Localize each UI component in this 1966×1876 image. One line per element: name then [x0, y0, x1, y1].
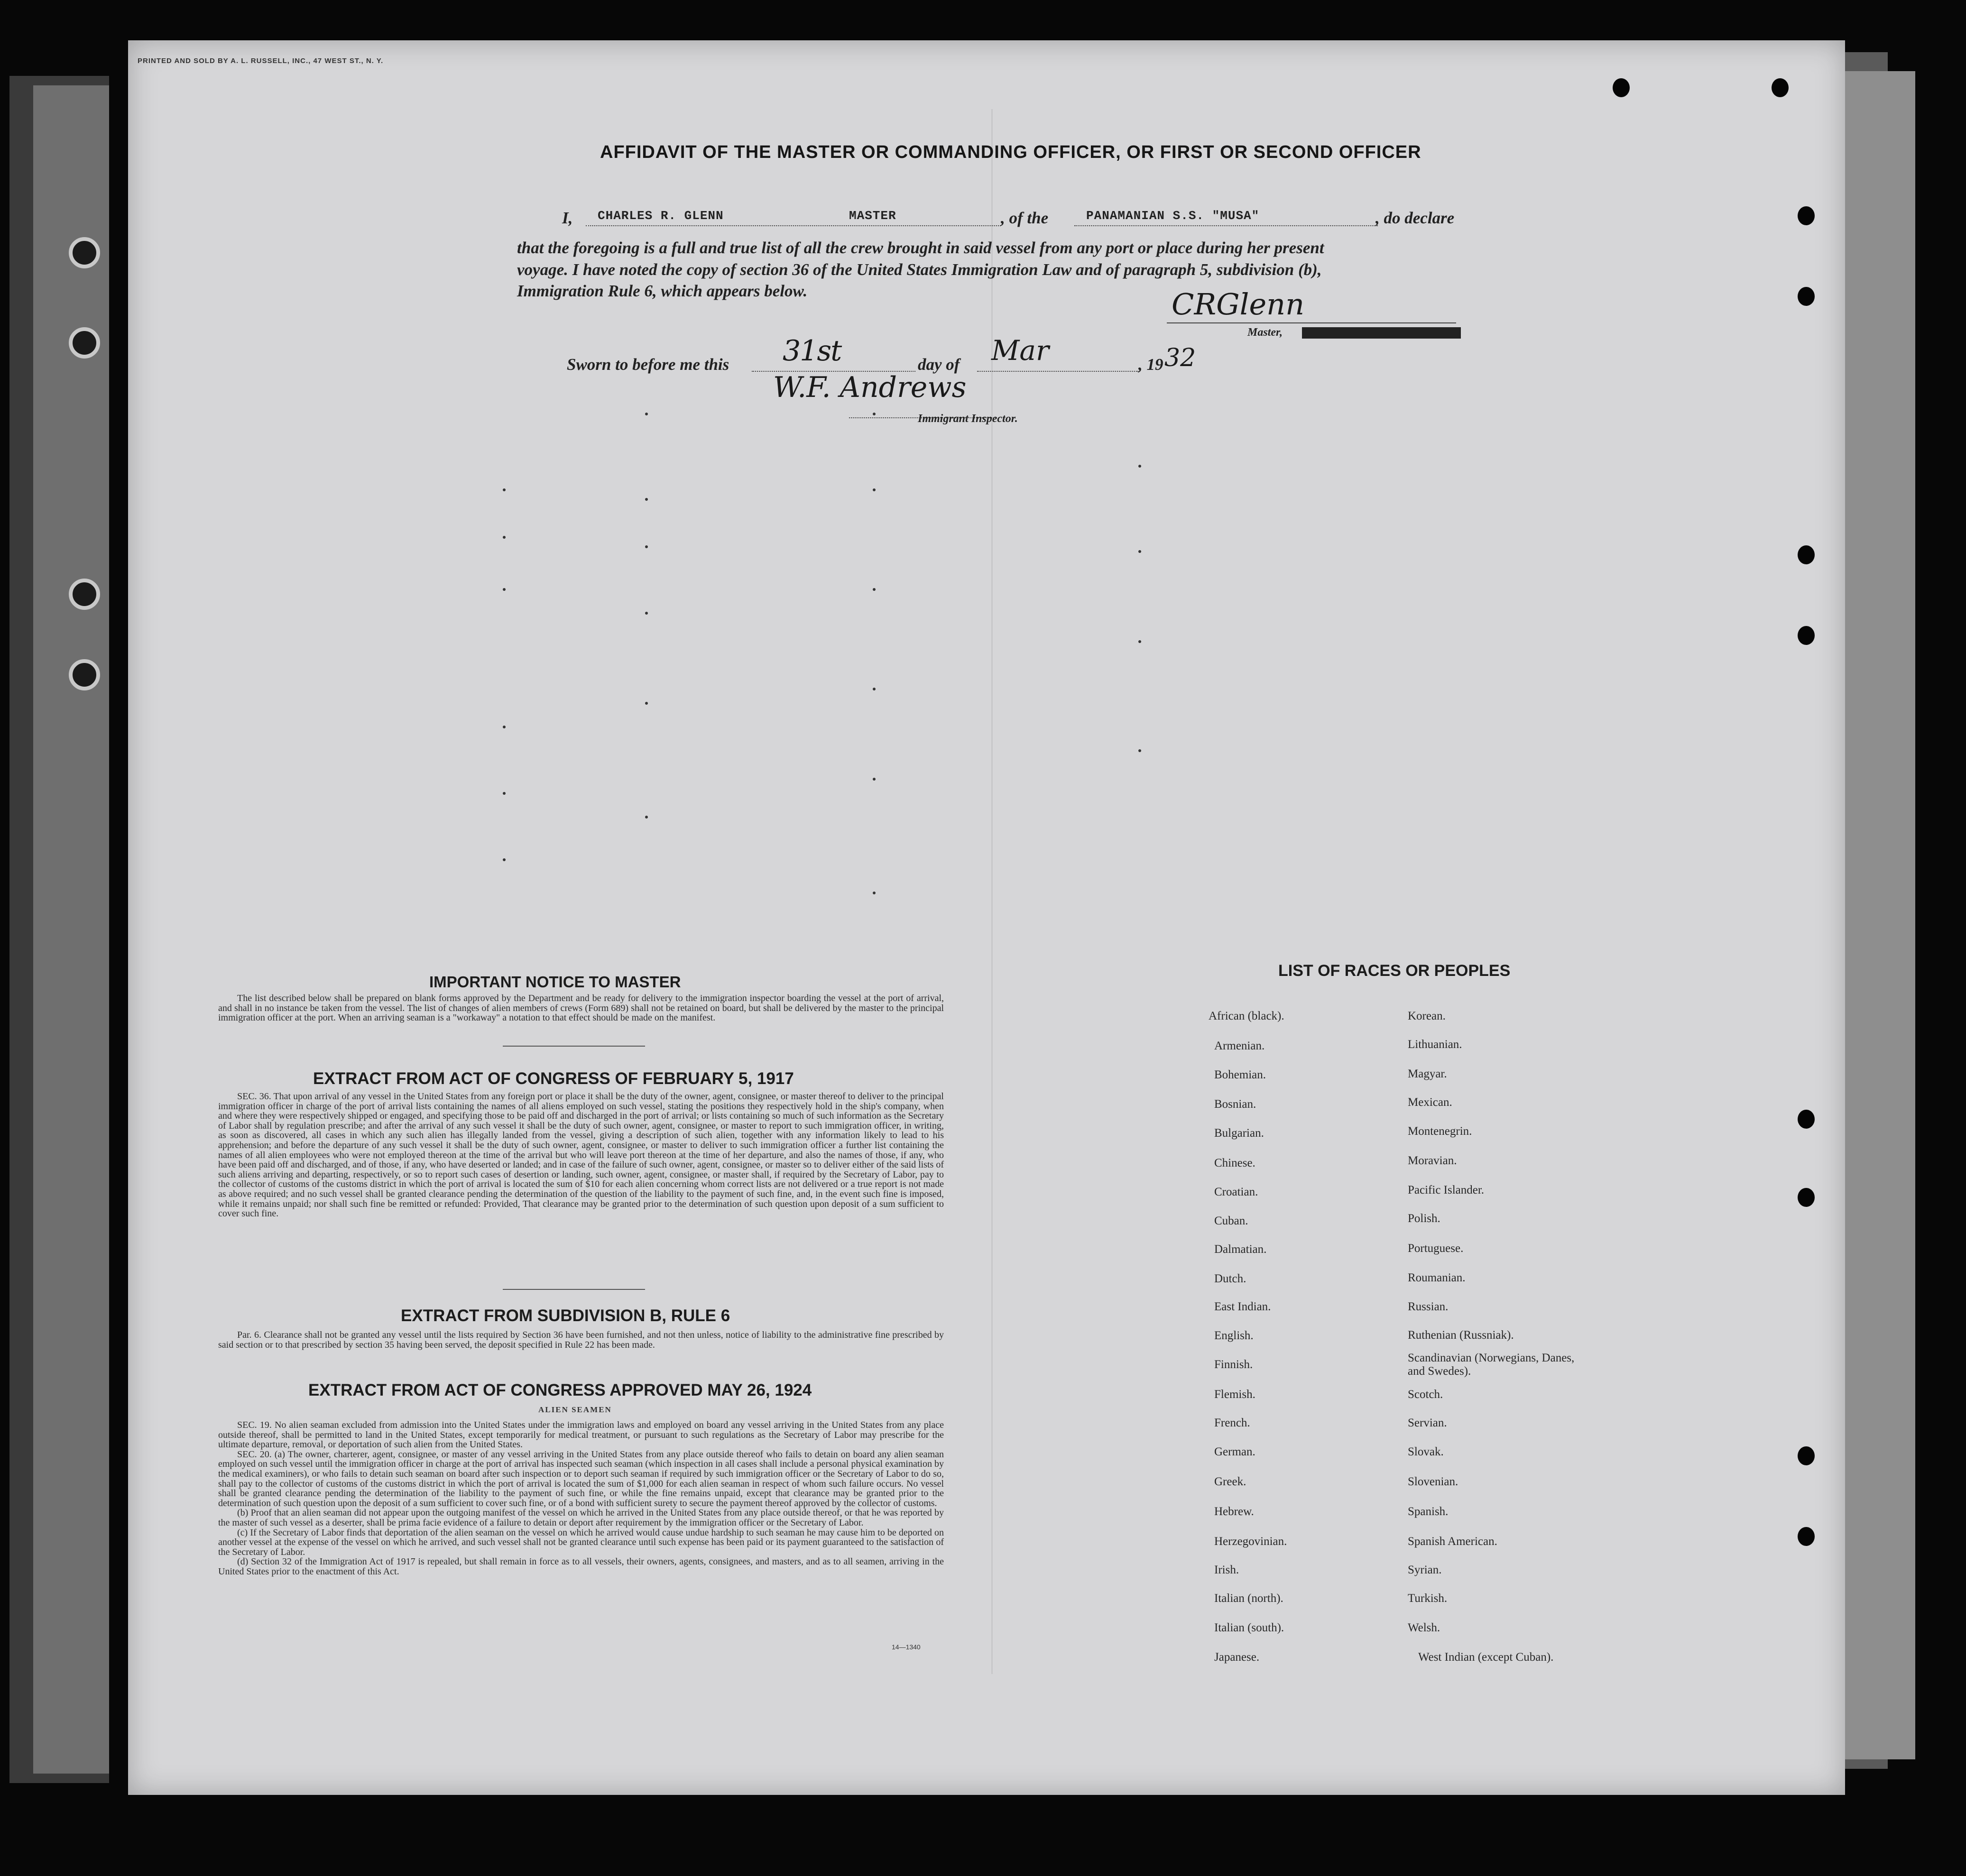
year-prefix: , 19: [1138, 355, 1163, 374]
master-rank: MASTER: [849, 209, 896, 223]
extract-1924-sec20a: SEC. 20. (a) The owner, charterer, agent, consignee, or master of any vessel arriving in the United States from any place outside thereof who fails to detain on board any alien seaman employed on such vessel until the immigration officer in charge at the port of arrival has inspected such seaman (which inspection in all cases shall include a personal physical examination by the medical examiners), or who fails to detain such seaman on board after such inspection or to deport such seaman if required by such immigration officer or the Secretary of Labor to do so, shall pay to the collector of customs of the customs district in which the port of arrival is located the sum of $1,000 for each alien seaman in respect of whom such failure occurs. No vessel shall be granted clearance pending the determination of the liability to the payment of such fine, or while the fine remains unpaid, except that clearance may be granted prior to the determination of such question upon the deposit of a sum sufficient to cover such fine, or of a bond with sufficient surety to secure the payment thereof approved by the collector of customs.: [218, 1449, 944, 1508]
race-item: Ruthenian (Russniak).: [1408, 1329, 1514, 1342]
race-item: Irish.: [1214, 1563, 1239, 1576]
column-dot: [1138, 465, 1141, 468]
race-item: Scandinavian (Norwegians, Danes, and Swedes).: [1408, 1352, 1575, 1378]
race-item: Slovenian.: [1408, 1475, 1458, 1488]
column-dot: [503, 536, 506, 539]
race-item: Slovak.: [1408, 1445, 1444, 1458]
column-dot: [503, 726, 506, 728]
day-of-label: day of: [918, 355, 960, 374]
race-item: Hebrew.: [1214, 1505, 1254, 1518]
race-item: Lithuanian.: [1408, 1038, 1462, 1051]
punch-hole: [1798, 206, 1815, 225]
column-dot: [645, 612, 648, 615]
notice-title: IMPORTANT NOTICE TO MASTER: [429, 973, 681, 991]
race-item: Bosnian.: [1214, 1098, 1256, 1111]
punch-hole: [1613, 78, 1630, 97]
race-item: Servian.: [1408, 1416, 1447, 1429]
column-dot: [1138, 640, 1141, 643]
extract-1917-title: EXTRACT FROM ACT OF CONGRESS OF FEBRUARY 5, 1917: [313, 1069, 794, 1088]
race-item: Flemish.: [1214, 1388, 1255, 1401]
race-item: Portuguese.: [1408, 1242, 1464, 1255]
race-item: Montenegrin.: [1408, 1125, 1472, 1138]
extract-1917-text: [218, 1092, 944, 1219]
alien-seamen-heading: ALIEN SEAMEN: [538, 1405, 612, 1414]
punch-hole: [1798, 1446, 1815, 1465]
binder-ring: [69, 237, 100, 268]
race-item: Finnish.: [1214, 1358, 1253, 1371]
column-dot: [873, 778, 876, 781]
column-dot: [503, 488, 506, 491]
column-dot: [503, 858, 506, 861]
master-signature-line: [1167, 322, 1456, 323]
affidavit-title: AFFIDAVIT OF THE MASTER OR COMMANDING OFFICER, OR FIRST OR SECOND OFFICER: [600, 142, 1421, 162]
punch-hole: [1798, 626, 1815, 645]
race-item: Armenian.: [1214, 1039, 1265, 1052]
binder-ring: [69, 327, 100, 359]
punch-hole: [1798, 287, 1815, 306]
race-item: Russian.: [1408, 1300, 1449, 1313]
extract-1917-paragraph: SEC. 36. That upon arrival of any vessel in the United States from any foreign port or place it shall be the duty of the owner, agent, consignee, or master thereof to deliver to the principal immigration officer in charge of the port of arrival lists containing the names of all aliens employed on such vessel, stating the positions they respectively hold in the ship's company, when and where they were respectively shipped or engaged, and specifying those to be paid off and discharged in the port of arrival; or lists containing so much of such information as the Secretary of Labor shall by regulation prescribe; and after the arrival of any such vessel it shall be the duty of such owner, agent, consignee, or master to report to such immigration officer, in writing, as soon as discovered, all cases in which any such alien has illegally landed from the vessel, giving a description of such alien, together with any information likely to lead to his apprehension; and before the departure of any such vessel it shall be the duty of such owner, agent, consignee, or master to deliver to such immigration officer a further list containing the names of all alien employees who were not employed thereon at the time of the arrival but who will leave port thereon at the time of her departure, and also the names of those, if any, who have been paid off and discharged, and of those, if any, who have deserted or landed; and in case of the failure of such owner, agent, consignee, or master so to deliver either of the said lists of such aliens arriving and departing, respectively, or so to report such cases of desertion or landing, such owner, agent, consignee, or master shall, if required by the Secretary of Labor, pay to the collector of customs of the customs district in which the port of arrival is located the sum of $10 for each alien concerning whom correct lists are not delivered or a true report is not made as above required; and no such vessel shall be granted clearance pending the determination of the question of the liability to the payment of such fine, and, in the event such fine is imposed, while it remains unpaid; nor shall such fine be remitted or refunded: Provided, That clearance may be granted prior to the determination of such question upon deposit of a sum sufficient to cover such fine.: [218, 1091, 944, 1219]
race-item: Mexican.: [1408, 1096, 1452, 1109]
extract-1924-sec20d: (d) Section 32 of the Immigration Act of 1917 is repealed, but shall remain in force as to all vessels, their owners, agents, consignees, and masters, and as to all seamen, arriving in the United States prior to the enactment of this Act.: [218, 1556, 944, 1577]
race-item: Chinese.: [1214, 1157, 1255, 1169]
race-item: Welsh.: [1408, 1621, 1440, 1634]
form-number: 14—1340: [892, 1643, 921, 1651]
race-item: Italian (north).: [1214, 1592, 1283, 1605]
affidavit-i: I,: [562, 209, 573, 227]
notice-text: [218, 993, 944, 1023]
vessel-underline: [1074, 225, 1378, 226]
column-dot: [873, 892, 876, 894]
race-item: Dalmatian.: [1214, 1243, 1267, 1256]
race-item: Korean.: [1408, 1010, 1446, 1022]
race-item: Scotch.: [1408, 1388, 1443, 1401]
column-dot: [1138, 749, 1141, 752]
affidavit-line-2: that the foregoing is a full and true list of all the crew brought in said vessel from any port or place during her present: [517, 239, 1324, 257]
race-item: Japanese.: [1214, 1651, 1260, 1664]
column-dot: [873, 413, 876, 415]
section-divider: [503, 1289, 645, 1290]
sworn-month: Mar: [991, 334, 1049, 367]
race-item: Bohemian.: [1214, 1068, 1266, 1081]
binder-ring: [69, 579, 100, 610]
race-item: Cuban.: [1214, 1214, 1248, 1227]
race-item: English.: [1214, 1329, 1254, 1342]
column-dot: [645, 498, 648, 501]
inspector-signature: W.F. Andrews: [773, 371, 967, 404]
column-dot: [503, 588, 506, 591]
column-dot: [645, 702, 648, 705]
sworn-prefix: Sworn to before me this: [567, 355, 729, 374]
column-dot: [645, 816, 648, 818]
race-item: Roumanian.: [1408, 1271, 1466, 1284]
column-dot: [1138, 550, 1141, 553]
struck-out-text: [1302, 327, 1461, 339]
punch-hole: [1798, 1527, 1815, 1546]
race-item: French.: [1214, 1416, 1250, 1429]
race-item: Turkish.: [1408, 1592, 1448, 1605]
extract-rule6-title: EXTRACT FROM SUBDIVISION B, RULE 6: [401, 1306, 730, 1325]
race-item: Moravian.: [1408, 1154, 1457, 1167]
race-item: Pacific Islander.: [1408, 1184, 1485, 1196]
of-the-label: , of the: [1001, 209, 1049, 227]
race-item: German.: [1214, 1445, 1255, 1458]
column-dot: [873, 588, 876, 591]
punch-hole: [1798, 545, 1815, 564]
notice-paragraph: The list described below shall be prepared on blank forms approved by the Department and be ready for delivery to the immigration inspector boarding the vessel at the port of arrival, and shall in no instance be taken from the vessel. The list of changes of alien members of crews (Form 689) shall not be retained on board, but shall be delivered by the master to the principal immigration officer at the port. When an arriving seaman is a "workaway" a notation to that effect should be made on the manifest.: [218, 993, 944, 1023]
extract-rule6-text: [218, 1330, 944, 1350]
race-item: Dutch.: [1214, 1272, 1246, 1285]
race-item: Polish.: [1408, 1212, 1440, 1225]
race-item: Magyar.: [1408, 1067, 1447, 1080]
affidavit-line-4: Immigration Rule 6, which appears below.: [517, 282, 808, 300]
race-item: Syrian.: [1408, 1563, 1442, 1576]
race-item: Greek.: [1214, 1475, 1246, 1488]
race-item: Spanish American.: [1408, 1535, 1497, 1548]
master-signature: CRGlenn: [1172, 287, 1305, 322]
extract-rule6-paragraph: Par. 6. Clearance shall not be granted any vessel until the lists required by Section 36 have been furnished, and not then unless, notice of liability to the administrative fine prescribed by said section or to that prescribed by section 35 having been served, the deposit specified in Rule 22 has been made.: [218, 1330, 944, 1350]
punch-hole: [1798, 1188, 1815, 1207]
extract-1924-sec20c: (c) If the Secretary of Labor finds that deportation of the alien seaman on the vessel on which he arrived would cause undue hardship to such seaman he may cause him to be deported on another vessel at the expense of the vessel on which he arrived, and such vessel shall not be granted clearance until such expense has been paid or its payment guaranteed to the satisfaction of the Secretary of Labor.: [218, 1527, 944, 1557]
vessel-name: PANAMANIAN S.S. "MUSA": [1086, 209, 1260, 223]
race-item: African (black).: [1209, 1010, 1284, 1022]
master-label: Master,: [1247, 326, 1283, 339]
sworn-month-underline: [977, 371, 1138, 372]
race-item: Bulgarian.: [1214, 1127, 1264, 1140]
punch-hole: [1772, 78, 1789, 97]
column-dot: [503, 792, 506, 795]
affidavit-line-3: voyage. I have noted the copy of section 36 of the United States Immigration Law and of paragraph 5, subdivision (b),: [517, 260, 1322, 279]
binder-ring: [69, 659, 100, 690]
column-dot: [873, 488, 876, 491]
column-dot: [645, 413, 648, 415]
race-item: Italian (south).: [1214, 1621, 1284, 1634]
race-item: East Indian.: [1214, 1300, 1271, 1313]
race-item: West Indian (except Cuban).: [1418, 1651, 1554, 1664]
column-dot: [645, 545, 648, 548]
races-title: LIST OF RACES OR PEOPLES: [1278, 962, 1511, 980]
printer-imprint: PRINTED AND SOLD BY A. L. RUSSELL, INC., 47 WEST ST., N. Y.: [138, 57, 384, 65]
extract-1924-sec19: SEC. 19. No alien seaman excluded from admission into the United States under the immigration laws and employed on board any vessel arriving in the United States from any place outside thereof, shall be permitted to land in the United States, except temporarily for medical treatment, or pursuant to such regulations as the Secretary of Labor may prescribe for the ultimate departure, removal, or deportation of such alien from the United States.: [218, 1420, 944, 1450]
column-dot: [873, 688, 876, 690]
race-item: Herzegovinian.: [1214, 1535, 1287, 1548]
inspector-label: Immigrant Inspector.: [918, 413, 1018, 425]
punch-hole: [1798, 1110, 1815, 1129]
extract-1924-sec20b: (b) Proof that an alien seaman did not appear upon the outgoing manifest of the vessel on which he arrived in the United States from any place outside thereof, or that he was reported by the master of such vessel as a deserter, shall be prima facie evidence of a failure to detain or deport after requirement by the immigration officer or the Secretary of Labor.: [218, 1508, 944, 1528]
section-divider: [503, 1046, 645, 1047]
name-underline: [586, 225, 1001, 226]
do-declare-label: , do declare: [1375, 209, 1455, 227]
extract-1924-title: EXTRACT FROM ACT OF CONGRESS APPROVED MAY 26, 1924: [308, 1381, 812, 1399]
race-item: Spanish.: [1408, 1505, 1449, 1518]
sworn-year: 32: [1164, 344, 1196, 372]
sworn-day: 31st: [783, 334, 841, 368]
race-item: Croatian.: [1214, 1186, 1258, 1198]
extract-1924-text: [218, 1420, 944, 1577]
master-name: CHARLES R. GLENN: [598, 209, 724, 223]
